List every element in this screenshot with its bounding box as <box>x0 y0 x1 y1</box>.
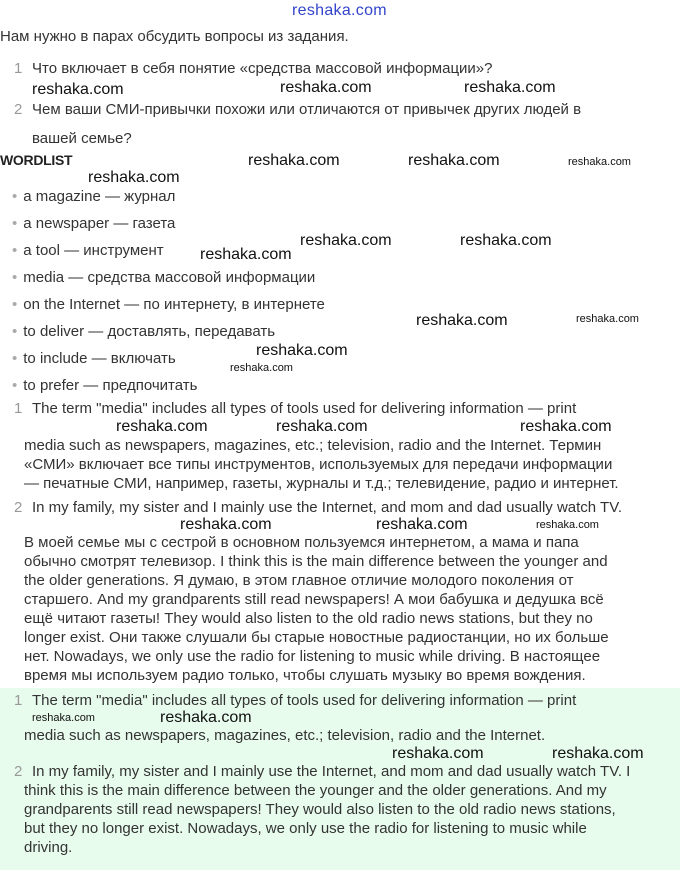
question-number: 2 <box>14 101 23 118</box>
answer-line: In my family, my sister and I mainly use the Internet, and mom and dad usually watch TV. I <box>32 763 631 780</box>
bullet-icon: • <box>12 242 18 259</box>
answer-line: the older generations. Я думаю, в этом главное отличие молодого поколения от <box>24 572 574 589</box>
bullet-icon: • <box>12 377 18 394</box>
watermark: reshaka.com <box>88 169 180 186</box>
watermark: reshaka.com <box>464 79 556 96</box>
bullet-icon: • <box>12 323 18 340</box>
wordlist-item <box>12 242 164 259</box>
wordlist-text: a magazine — журнал <box>23 188 176 205</box>
bullet-icon: • <box>12 269 18 286</box>
wordlist-item <box>12 215 175 232</box>
question-text: Что включает в себя понятие «средства массовой информации»? <box>32 60 493 77</box>
watermark: reshaka.com <box>300 232 392 249</box>
bullet-icon: • <box>12 215 18 232</box>
bullet-icon: • <box>12 296 18 313</box>
answer-line: — печатные СМИ, например, газеты, журналы и т.д.; телевидение, радио и интернет. <box>24 475 619 492</box>
watermark: reshaka.com <box>32 712 95 724</box>
wordlist-item <box>12 323 275 340</box>
wordlist-title: WORDLIST <box>0 152 73 168</box>
watermark: reshaka.com <box>292 2 387 19</box>
intro-text: Нам нужно в парах обсудить вопросы из задания. <box>0 28 349 45</box>
wordlist-item <box>12 296 325 313</box>
watermark: reshaka.com <box>230 362 293 374</box>
wordlist-text: media — средства массовой информации <box>23 269 316 286</box>
answer-line: media such as newspapers, magazines, etc.; television, radio and the Internet. <box>24 727 546 744</box>
wordlist-item <box>12 377 197 394</box>
watermark: reshaka.com <box>568 156 631 168</box>
answer-line: «СМИ» включает все типы инструментов, используемых для передачи информации <box>24 456 613 473</box>
answer-line: ещё читают газеты! They would also listen to the old radio news stations, but they no <box>24 610 593 627</box>
question-1 <box>14 60 492 77</box>
question-2-cont: вашей семье? <box>32 130 132 147</box>
watermark: reshaka.com <box>248 152 340 169</box>
bullet-icon: • <box>12 350 18 367</box>
watermark: reshaka.com <box>256 342 348 359</box>
watermark: reshaka.com <box>160 709 252 726</box>
answer-line: The term "media" includes all types of tools used for delivering information — print <box>32 692 577 709</box>
watermark: reshaka.com <box>460 232 552 249</box>
question-2 <box>14 101 581 118</box>
watermark: reshaka.com <box>536 519 599 531</box>
watermark: reshaka.com <box>180 516 272 533</box>
question-number: 1 <box>14 60 23 77</box>
answer-line: but they no longer exist. Nowadays, we only use the radio for listening to music while <box>24 820 587 837</box>
answer-number: 1 <box>14 400 23 417</box>
answer-line: обычно смотрят телевизор. I think this is the main difference between the younger and <box>24 553 608 570</box>
watermark: reshaka.com <box>376 516 468 533</box>
wordlist-item <box>12 350 176 367</box>
watermark: reshaka.com <box>416 312 508 329</box>
answer-line: нет. Nowadays, we only use the radio for listening to music while driving. В настоящее <box>24 648 601 665</box>
answer-number: 1 <box>14 692 23 709</box>
answer-line: In my family, my sister and I mainly use the Internet, and mom and dad usually watch TV. <box>32 499 622 516</box>
watermark: reshaka.com <box>576 313 639 325</box>
watermark: reshaka.com <box>520 418 612 435</box>
watermark: reshaka.com <box>408 152 500 169</box>
watermark: reshaka.com <box>392 745 484 762</box>
answer-line: longer exist. Они также слушали бы старые новостные радиостанции, но их больше <box>24 629 609 646</box>
watermark: reshaka.com <box>116 418 208 435</box>
wordlist-text: to prefer — предпочитать <box>23 377 198 394</box>
answer-number: 2 <box>14 499 23 516</box>
answer-line: think this is the main difference between the younger and the older generations. And my <box>24 782 607 799</box>
answer-number: 2 <box>14 763 23 780</box>
wordlist-text: to deliver — доставлять, передавать <box>23 323 276 340</box>
bullet-icon: • <box>12 188 18 205</box>
wordlist-text: on the Internet — по интернету, в интернете <box>23 296 325 313</box>
answer-line: время мы используем радио только, чтобы слушать музыку во время вождения. <box>24 667 586 684</box>
watermark: reshaka.com <box>552 745 644 762</box>
watermark: reshaka.com <box>200 246 292 263</box>
wordlist-text: a newspaper — газета <box>23 215 176 232</box>
answer-line: В моей семье мы с сестрой в основном пользуемся интернетом, а мама и папа <box>24 534 579 551</box>
answer-line: The term "media" includes all types of tools used for delivering information — print <box>32 400 577 417</box>
wordlist-item <box>12 269 315 286</box>
watermark: reshaka.com <box>276 418 368 435</box>
question-text: Чем ваши СМИ-привычки похожи или отличаются от привычек других людей в <box>32 101 582 118</box>
answer-line: driving. <box>24 839 73 856</box>
answer-line: grandparents still read newspapers! They would also listen to the old radio news stations, <box>24 801 616 818</box>
wordlist-text: to include — включать <box>23 350 176 367</box>
wordlist-text: a tool — инструмент <box>23 242 164 259</box>
watermark: reshaka.com <box>280 79 372 96</box>
answer-line: старшего. And my grandparents still read newspapers! А мои бабушка и дедушка всё <box>24 591 604 608</box>
watermark: reshaka.com <box>32 81 124 98</box>
answer-line: media such as newspapers, magazines, etc.; television, radio and the Internet. Термин <box>24 437 602 454</box>
wordlist-item <box>12 188 175 205</box>
